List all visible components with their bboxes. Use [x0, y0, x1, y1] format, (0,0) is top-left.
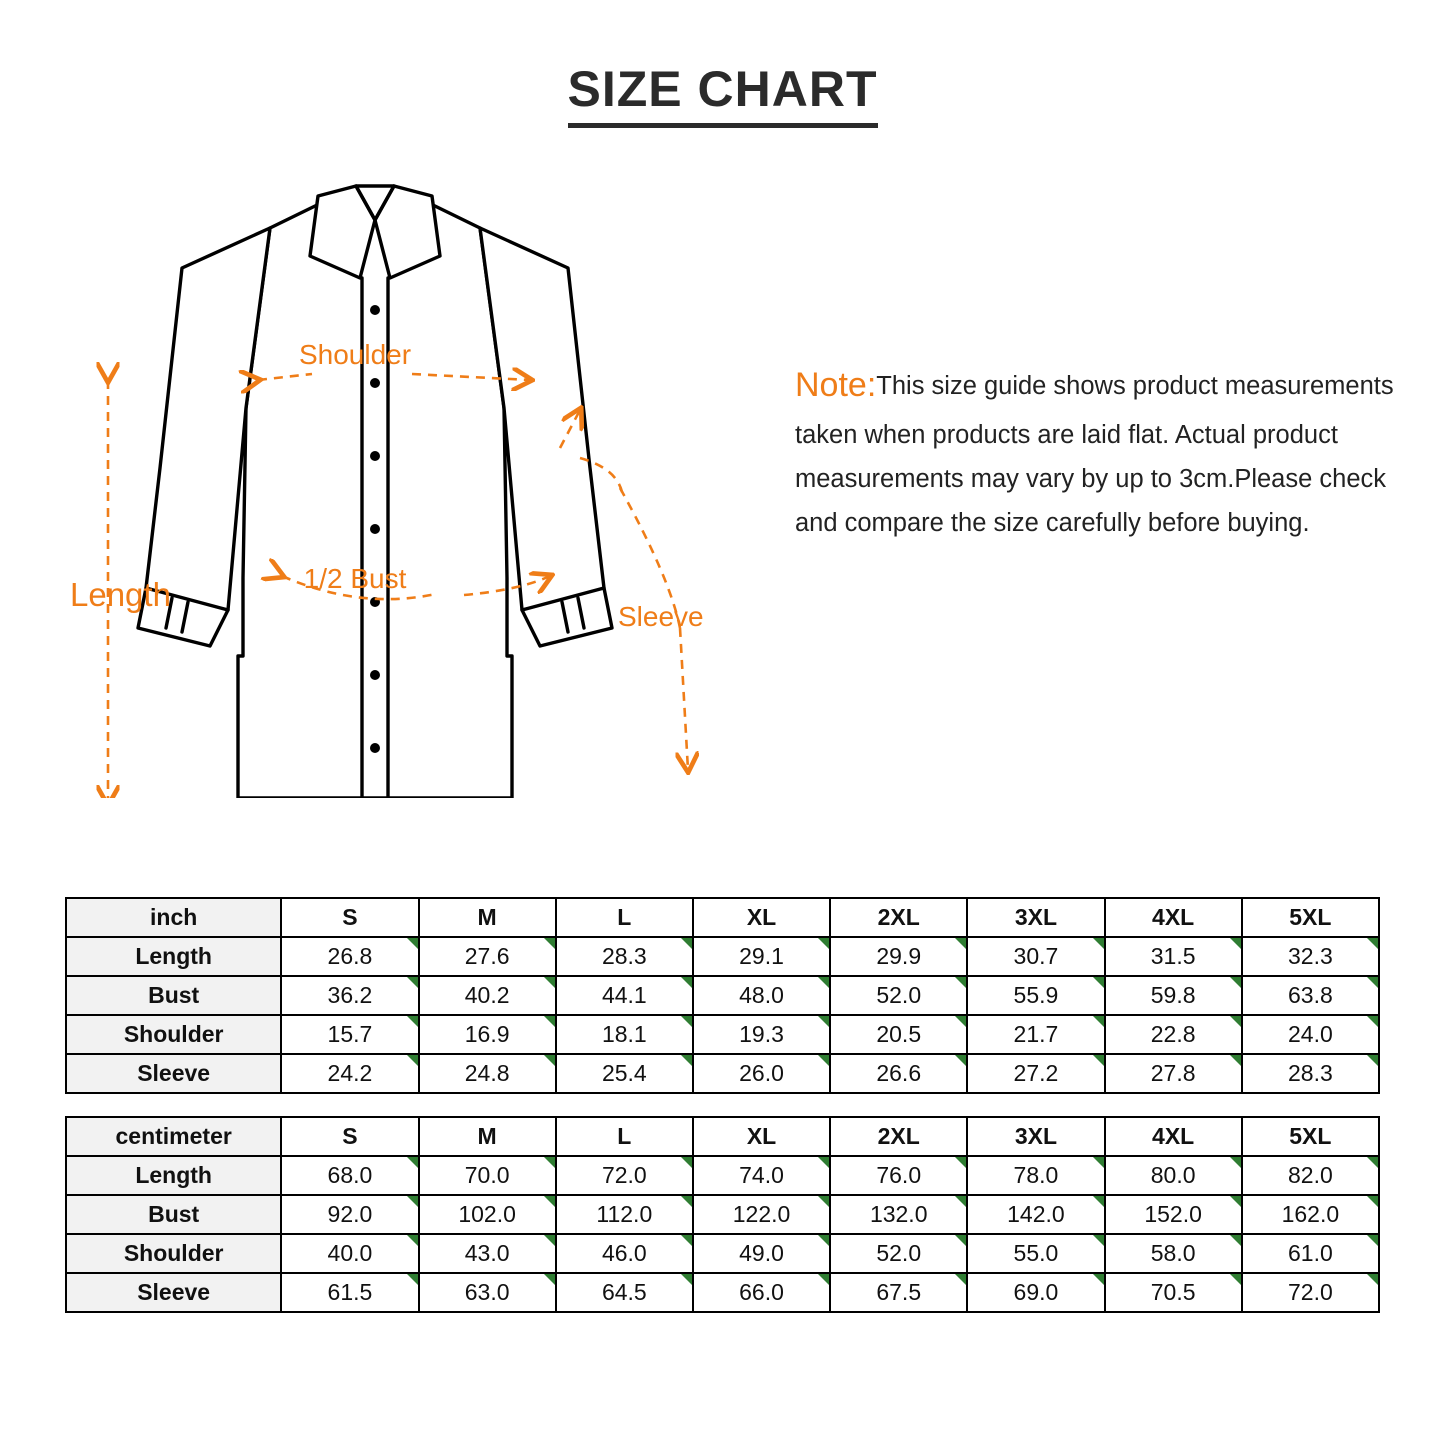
cell-length-3xl: 78.0: [967, 1156, 1104, 1195]
table-row: [66, 1015, 1379, 1054]
cell-bust-5xl: 63.8: [1242, 976, 1379, 1015]
cell-shoulder-5xl: 61.0: [1242, 1234, 1379, 1273]
cell-bust-3xl: 142.0: [967, 1195, 1104, 1234]
cell-bust-xl: 122.0: [693, 1195, 830, 1234]
cell-shoulder-xl: 49.0: [693, 1234, 830, 1273]
cell-bust-4xl: 152.0: [1105, 1195, 1242, 1234]
cell-sleeve-3xl: 27.2: [967, 1054, 1104, 1093]
size-header-m: M: [419, 1117, 556, 1156]
cell-shoulder-2xl: 52.0: [830, 1234, 967, 1273]
table-row: [66, 937, 1379, 976]
table-row: [66, 1054, 1379, 1093]
note-block: [795, 356, 1395, 546]
row-label-sleeve: Sleeve: [66, 1054, 281, 1093]
cell-sleeve-5xl: 72.0: [1242, 1273, 1379, 1312]
size-header-xl: XL: [693, 1117, 830, 1156]
cell-shoulder-l: 18.1: [556, 1015, 693, 1054]
table-header-row: [66, 898, 1379, 937]
cell-bust-2xl: 52.0: [830, 976, 967, 1015]
cell-length-5xl: 82.0: [1242, 1156, 1379, 1195]
upper-section: [0, 128, 1445, 828]
cell-bust-l: 44.1: [556, 976, 693, 1015]
cell-length-l: 72.0: [556, 1156, 693, 1195]
size-header-4xl: 4XL: [1105, 898, 1242, 937]
cell-shoulder-3xl: 55.0: [967, 1234, 1104, 1273]
note-label: Note:: [795, 366, 877, 404]
table-row: [66, 1156, 1379, 1195]
cell-length-xl: 74.0: [693, 1156, 830, 1195]
row-label-sleeve: Sleeve: [66, 1273, 281, 1312]
cell-sleeve-m: 24.8: [419, 1054, 556, 1093]
cell-bust-m: 102.0: [419, 1195, 556, 1234]
cell-length-3xl: 30.7: [967, 937, 1104, 976]
cell-sleeve-s: 61.5: [281, 1273, 418, 1312]
size-header-4xl: 4XL: [1105, 1117, 1242, 1156]
cell-length-4xl: 31.5: [1105, 937, 1242, 976]
row-label-bust: Bust: [66, 1195, 281, 1234]
row-label-length: Length: [66, 1156, 281, 1195]
cell-sleeve-xl: 26.0: [693, 1054, 830, 1093]
cell-length-m: 27.6: [419, 937, 556, 976]
cell-sleeve-4xl: 70.5: [1105, 1273, 1242, 1312]
size-header-m: M: [419, 898, 556, 937]
size-header-3xl: 3XL: [967, 1117, 1104, 1156]
size-header-s: S: [281, 898, 418, 937]
cell-bust-l: 112.0: [556, 1195, 693, 1234]
cell-shoulder-s: 40.0: [281, 1234, 418, 1273]
size-header-s: S: [281, 1117, 418, 1156]
label-shoulder: Shoulder: [298, 339, 412, 370]
cell-bust-4xl: 59.8: [1105, 976, 1242, 1015]
cell-length-2xl: 76.0: [830, 1156, 967, 1195]
row-label-bust: Bust: [66, 976, 281, 1015]
cell-length-2xl: 29.9: [830, 937, 967, 976]
label-length: Length: [70, 576, 171, 613]
cell-shoulder-3xl: 21.7: [967, 1015, 1104, 1054]
cell-sleeve-3xl: 69.0: [967, 1273, 1104, 1312]
cell-sleeve-l: 64.5: [556, 1273, 693, 1312]
cell-length-m: 70.0: [419, 1156, 556, 1195]
page-title-container: [0, 0, 1445, 128]
cell-length-s: 26.8: [281, 937, 418, 976]
size-header-3xl: 3XL: [967, 898, 1104, 937]
table-row: [66, 976, 1379, 1015]
cell-shoulder-s: 15.7: [281, 1015, 418, 1054]
cell-sleeve-m: 63.0: [419, 1273, 556, 1312]
size-tables: [65, 897, 1380, 1313]
cell-length-l: 28.3: [556, 937, 693, 976]
table-separator: [65, 1094, 1380, 1116]
cell-bust-s: 92.0: [281, 1195, 418, 1234]
cell-bust-2xl: 132.0: [830, 1195, 967, 1234]
size-header-5xl: 5XL: [1242, 1117, 1379, 1156]
size-table-inch: [65, 897, 1380, 1094]
cell-shoulder-m: 43.0: [419, 1234, 556, 1273]
cell-shoulder-xl: 19.3: [693, 1015, 830, 1054]
cell-sleeve-s: 24.2: [281, 1054, 418, 1093]
size-header-xl: XL: [693, 898, 830, 937]
cell-bust-s: 36.2: [281, 976, 418, 1015]
table-row: [66, 1234, 1379, 1273]
cell-shoulder-4xl: 22.8: [1105, 1015, 1242, 1054]
cell-length-4xl: 80.0: [1105, 1156, 1242, 1195]
cell-length-5xl: 32.3: [1242, 937, 1379, 976]
label-sleeve: Sleeve: [618, 601, 704, 632]
cell-shoulder-2xl: 20.5: [830, 1015, 967, 1054]
cell-sleeve-l: 25.4: [556, 1054, 693, 1093]
unit-label: inch: [66, 898, 281, 937]
cell-bust-m: 40.2: [419, 976, 556, 1015]
size-table-centimeter: [65, 1116, 1380, 1313]
cell-shoulder-5xl: 24.0: [1242, 1015, 1379, 1054]
cell-bust-3xl: 55.9: [967, 976, 1104, 1015]
table-row: [66, 1195, 1379, 1234]
label-half-bust: 1/2 Bust: [303, 563, 407, 594]
cell-length-s: 68.0: [281, 1156, 418, 1195]
row-label-shoulder: Shoulder: [66, 1015, 281, 1054]
table-header-row: [66, 1117, 1379, 1156]
cell-sleeve-2xl: 26.6: [830, 1054, 967, 1093]
shirt-measurement-diagram: [60, 158, 780, 798]
row-label-shoulder: Shoulder: [66, 1234, 281, 1273]
cell-sleeve-2xl: 67.5: [830, 1273, 967, 1312]
shirt-outline: [138, 184, 612, 798]
cell-shoulder-m: 16.9: [419, 1015, 556, 1054]
size-header-5xl: 5XL: [1242, 898, 1379, 937]
cell-bust-5xl: 162.0: [1242, 1195, 1379, 1234]
size-header-2xl: 2XL: [830, 1117, 967, 1156]
size-header-l: L: [556, 1117, 693, 1156]
cell-bust-xl: 48.0: [693, 976, 830, 1015]
note-text: This size guide shows product measurements taken when products are laid flat. Actual product measurements may vary by up to 3cm.Please check and compare the size carefully before buying.: [795, 372, 1394, 538]
unit-label: centimeter: [66, 1117, 281, 1156]
cell-sleeve-xl: 66.0: [693, 1273, 830, 1312]
size-header-l: L: [556, 898, 693, 937]
cell-shoulder-l: 46.0: [556, 1234, 693, 1273]
cell-shoulder-4xl: 58.0: [1105, 1234, 1242, 1273]
cell-sleeve-5xl: 28.3: [1242, 1054, 1379, 1093]
size-header-2xl: 2XL: [830, 898, 967, 937]
cell-sleeve-4xl: 27.8: [1105, 1054, 1242, 1093]
cell-length-xl: 29.1: [693, 937, 830, 976]
row-label-length: Length: [66, 937, 281, 976]
page-title: SIZE CHART: [568, 62, 878, 128]
table-row: [66, 1273, 1379, 1312]
